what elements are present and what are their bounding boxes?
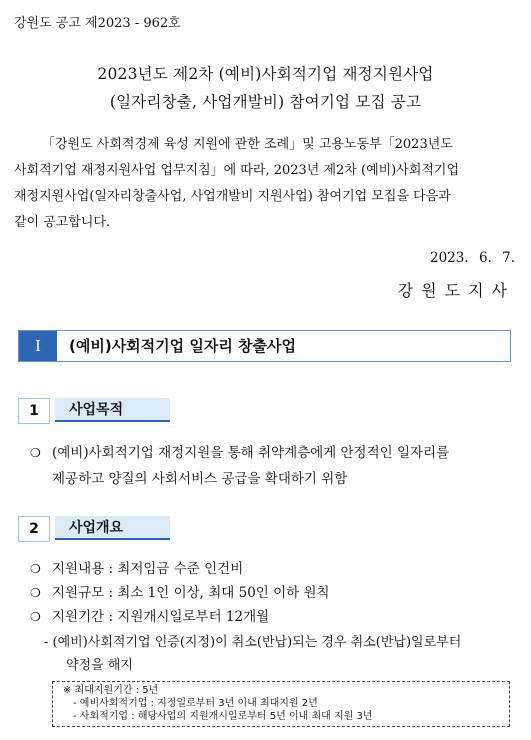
subsection-number: 1 [18,398,50,424]
intro-line2: 사회적기업 재정지원사업 업무지침」에 따라, 2023년 제2차 (예비)사회적기업 [14,163,460,178]
purpose-line1: (예비)사회적기업 재정지원을 통해 취약계층에게 안정적인 일자리를 [52,445,450,461]
overview-item-label: 지원내용 : 최저임금 수준 인건비 [52,561,244,577]
period-detail-line2: 약정을 해지 [66,658,133,673]
intro-line1: 「강원도 사회적경제 육성 지원에 관한 조례」및 고용노동부「2023년도 [42,137,453,152]
subsection-header-overview [18,516,178,542]
document-title-line1: 2023년도 제2차 (예비)사회적기업 재정지원사업 [97,65,434,83]
issuer-name: 강원도지사 [397,281,515,300]
circle-bullet-icon: ❍ [30,562,41,576]
note-line1: ※ 최대지원기간 : 5년 [63,685,159,696]
section-header [18,330,511,362]
intro-line4: 같이 공고합니다. [14,215,111,230]
notice-number: 강원도 공고 제2023 - 962호 [14,16,181,31]
circle-bullet-icon: ❍ [30,586,41,600]
overview-item-scale [30,580,330,606]
intro-line3: 재정지원사업(일자리창출사업, 사업개발비 지원사업) 참여기업 모집을 다음과 [14,189,451,204]
period-detail-line1: - (예비)사회적기업 인증(지정)이 취소(반납)되는 경우 취소(반납)일로부터 [44,635,462,650]
overview-item-label: 지원규모 : 최소 1인 이상, 최대 50인 이하 원칙 [52,585,330,601]
subsection-header-purpose [18,398,178,424]
max-period-note-box [52,681,510,727]
overview-item-content [30,556,243,582]
subsection-title: 사업개요 [55,516,170,540]
purpose-item [30,440,449,466]
circle-bullet-icon: ❍ [30,446,41,460]
subsection-title: 사업목적 [55,398,170,422]
note-line2: - 예비사회적기업 : 지정일로부터 3년 이내 최대지원 2년 [73,698,318,709]
section-number: Ⅰ [19,331,57,361]
notice-date: 2023. 6. 7. [430,250,515,266]
subsection-number: 2 [18,516,50,542]
note-line3: - 사회적기업 : 해당사업의 지원개시일로부터 5년 이내 최대 지원 3년 [73,711,373,722]
purpose-line2: 제공하고 양질의 사회서비스 공급을 확대하기 위함 [52,471,348,487]
circle-bullet-icon: ❍ [30,610,41,624]
overview-item-label: 지원기간 : 지원개시일로부터 12개월 [52,609,270,625]
document-title-line2: (일자리창출, 사업개발비) 참여기업 모집 공고 [109,93,422,111]
section-title: (예비)사회적기업 일자리 창출사업 [69,337,297,355]
overview-item-period [30,604,269,630]
